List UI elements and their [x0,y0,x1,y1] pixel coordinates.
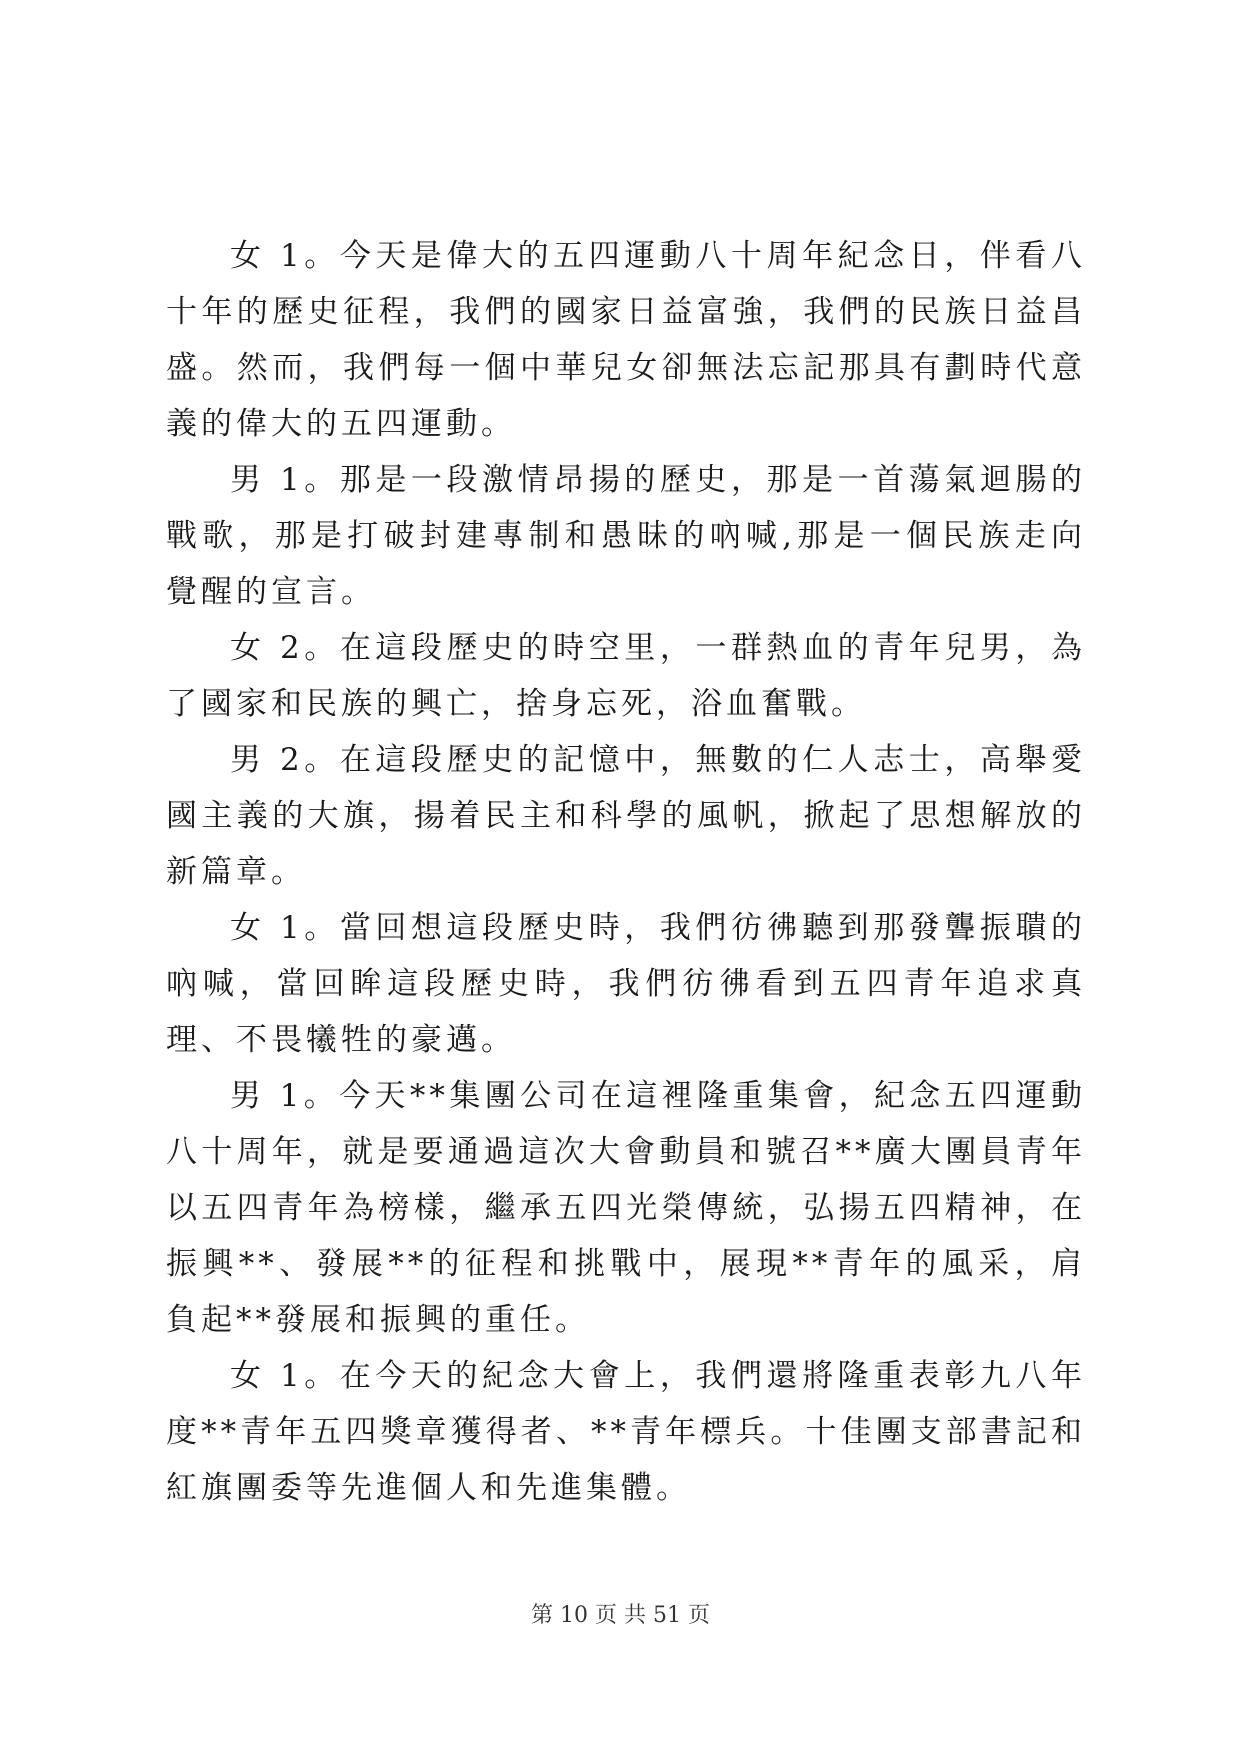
paragraph-2: 男 1。那是一段激情昂揚的歷史，那是一首蕩氣迴腸的戰歌，那是打破封建專制和愚昧的吶喊,那是一個民族走向覺醒的宣言。 [166,462,1086,610]
paragraph-6: 男 1。今天**集團公司在這裡隆重集會，紀念五四運動八十周年，就是要通過這次大會動員和號召**廣大團員青年以五四青年為榜樣，繼承五四光榮傳統，弘揚五四精神，在振興**、發展**的征程和挑戰中，展現**青年的風采，肩負起**發展和振興的重任。 [166,1078,1086,1338]
paragraph-3: 女 2。在這段歷史的時空里，一群熱血的青年兒男，為了國家和民族的興亡，捨身忘死，浴血奮戰。 [166,630,1086,722]
paragraph-4: 男 2。在這段歷史的記憶中，無數的仁人志士，高舉愛國主義的大旗，揚着民主和科學的風帆，掀起了思想解放的新篇章。 [166,742,1086,890]
document-body [166,228,1086,1516]
paragraph-5: 女 1。當回想這段歷史時，我們彷彿聽到那發聾振聵的吶喊，當回眸這段歷史時，我們彷彿看到五四青年追求真理、不畏犧牲的豪邁。 [166,910,1086,1058]
page-footer [0,1598,1241,1629]
paragraph-1: 女 1。今天是偉大的五四運動八十周年紀念日，伴看八十年的歷史征程，我們的國家日益富強，我們的民族日益昌盛。然而，我們每一個中華兒女卻無法忘記那具有劃時代意義的偉大的五四運動。 [166,238,1086,442]
page-number-label: 第 10 页 共 51 页 [531,1603,710,1628]
paragraph-7: 女 1。在今天的紀念大會上，我們還將隆重表彰九八年度**青年五四獎章獲得者、**青年標兵。十佳團支部書記和紅旗團委等先進個人和先進集體。 [166,1358,1086,1506]
